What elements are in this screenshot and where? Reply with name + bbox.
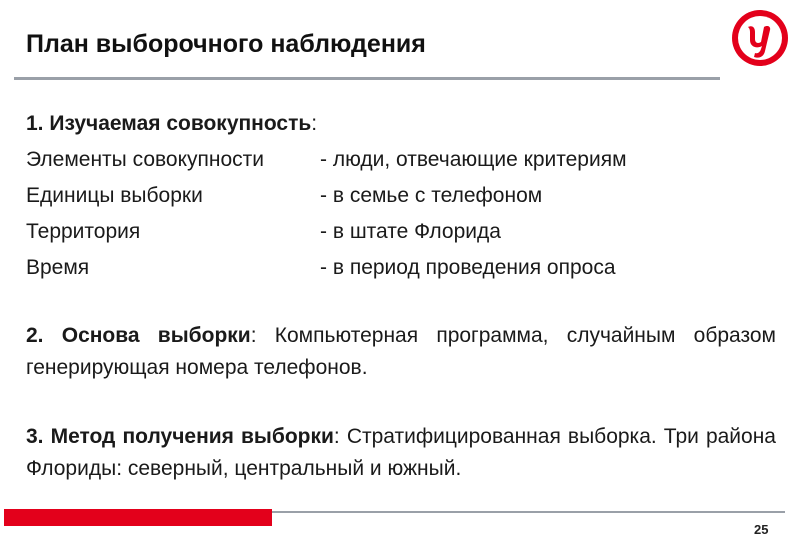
row-value: - люди, отвечающие критериям	[320, 148, 627, 171]
section-1-label: 1. Изучаемая совокупность	[26, 112, 312, 135]
table-row	[26, 214, 766, 250]
row-key: Элементы совокупности	[26, 148, 265, 171]
section-1-heading	[26, 112, 317, 136]
footer-accent-bar	[4, 509, 272, 526]
section-2-label: 2. Основа выборки	[26, 324, 251, 347]
slide-title: План выборочного наблюдения	[26, 30, 426, 58]
section-1-colon: :	[311, 112, 318, 135]
row-key: Единицы выборки	[26, 184, 203, 207]
section-3-paragraph	[26, 421, 776, 485]
section-3-label: 3. Метод получения выборки	[26, 425, 334, 448]
table-row	[26, 250, 766, 286]
table-row	[26, 142, 766, 178]
title-divider	[14, 77, 720, 80]
population-table	[26, 142, 766, 286]
row-value: - в семье с телефоном	[320, 184, 543, 207]
page-number: 25	[754, 522, 769, 537]
row-key: Время	[26, 256, 90, 279]
section-3-text: : Стратифицированная выборка. Три района Флориды: северный, центральный и южный.	[26, 425, 776, 480]
table-row	[26, 178, 766, 214]
row-value: - в период проведения опроса	[320, 256, 616, 279]
row-value: - в штате Флорида	[320, 220, 501, 243]
row-key: Территория	[26, 220, 141, 243]
university-logo-icon	[731, 9, 789, 67]
section-2-paragraph	[26, 320, 776, 384]
section-2-text: : Компьютерная программа, случайным образом генерирующая номера телефонов.	[26, 324, 776, 379]
